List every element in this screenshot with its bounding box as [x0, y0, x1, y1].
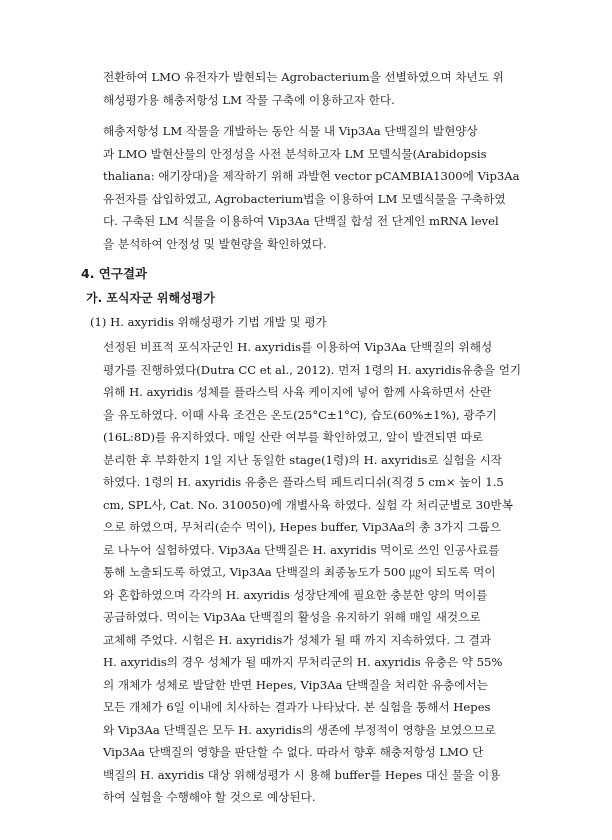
paragraph-lm-model-plant [103, 120, 520, 255]
text-line: 해충저항성 LM 작물을 개발하는 동안 식물 내 Vip3Aa 단백질의 발현양상 [103, 124, 478, 138]
text-line: 위해 H. axyridis 성체를 플라스틱 사육 케이지에 넣어 함께 사육하면서 산란 [103, 385, 492, 399]
text-line: 공급하였다. 먹이는 Vip3Aa 단백질의 활성을 유지하기 위해 매일 새것으로 [103, 610, 481, 624]
text-line: thaliana: 애기장대)을 제작하기 위해 과발현 vector pCAMBIA1300에 Vip3Aa [103, 169, 520, 183]
text-line: 통해 노출되도록 하였고, Vip3Aa 단백질의 최종농도가 500 ㎍이 되도록 먹이 [103, 565, 496, 579]
text-line: 다. 구축된 LM 식물을 이용하여 Vip3Aa 단백질 합성 전 단계인 mRNA level [103, 214, 499, 228]
text-line: 과 LMO 발현산물의 안정성을 사전 분석하고자 LM 모델식물(Arabidopsis [103, 146, 487, 161]
text-line: H. axyridis의 경우 성체가 될 때까지 무처리군의 H. axyridis 유충은 약 55% [103, 655, 503, 669]
text-line: 와 Vip3Aa 단백질은 모두 H. axyridis의 생존에 부정적이 영향을 보였으므로 [103, 722, 496, 737]
text-line: 전환하여 LMO 유전자가 발현되는 Agrobacterium을 선별하였으며 차년도 위 [103, 70, 504, 84]
text-line: 백질의 H. axyridis 대상 위해성평가 시 용해 buffer를 Hepes 대신 물을 이용 [103, 767, 501, 782]
text-line: 의 개체가 성체로 발달한 반면 Hepes, Vip3Aa 단백질을 처리한 유충에서는 [103, 677, 488, 692]
text-line: Vip3Aa 단백질의 영향을 판단할 수 없다. 따라서 향후 해충저항성 LMO 단 [103, 745, 484, 759]
text-line: 유전자를 삽입하였고, Agrobacterium법을 이용하여 LM 모델식물을 구축하였 [103, 191, 506, 206]
text-line: cm, SPL사, Cat. No. 310050)에 개별사육 하였다. 실험 각 처리군별로 30반복 [103, 497, 513, 512]
section-heading-results: 4. 연구결과 [81, 266, 148, 281]
subsection-heading-predator-risk: 가. 포식자군 위해성평가 [86, 291, 215, 305]
text-line: 로 나누어 실험하였다. Vip3Aa 단백질은 H. axyridis 먹이로 쓰인 인공사료를 [103, 542, 500, 557]
text-line: 을 유도하였다. 이때 사육 조건은 온도(25°C±1°C), 습도(60%±1%), 광주기 [103, 407, 497, 422]
text-line: 으로 하였으며, 무처리(순수 먹이), Hepes buffer, Vip3Aa의 총 3가지 그룹으 [103, 520, 502, 534]
text-line: (16L:8D)를 유지하였다. 매일 산란 여부를 확인하였고, 알이 발견되면 따로 [103, 430, 484, 444]
text-line: 하였다. 1령의 H. axyridis 유충은 플라스틱 페트리디쉬(직경 5 cm× 높이 1.5 [103, 475, 504, 489]
text-line: 분리한 후 부화한지 1일 지난 동일한 stage(1령)의 H. axyridis로 실험을 시작 [103, 452, 502, 467]
text-line: 교체해 주었다. 시험은 H. axyridis가 성체가 될 때 까지 지속하였다. 그 결과 [103, 632, 492, 647]
text-line: 선정된 비표적 포식자군인 H. axyridis를 이용하여 Vip3Aa 단백질의 위해성 [103, 340, 493, 354]
text-line: 을 분석하여 안정성 및 발현량을 확인하였다. [103, 236, 327, 251]
text-line: 해성평가용 해충저항성 LM 작물 구축에 이용하고자 한다. [103, 92, 395, 107]
subsubsection-heading-axyridis: (1) H. axyridis 위해성평가 기법 개발 및 평가 [90, 315, 327, 329]
text-line: 하여 실험을 수행해야 할 것으로 예상된다. [103, 790, 316, 804]
paragraph-axyridis-experiment [103, 336, 522, 809]
text-line: 모든 개체가 6일 이내에 치사하는 결과가 나타났다. 본 실험을 통해서 Hepes [103, 700, 491, 714]
text-line: 와 혼합하였으며 각각의 H. axyridis 성장단계에 필요한 충분한 양의 먹이를 [103, 587, 488, 602]
paragraph-agrobacterium-selection [103, 66, 515, 111]
text-line: 평가를 진행하였다(Dutra CC et al., 2012). 먼저 1령의 H. axyridis유충을 얻기 [103, 362, 522, 377]
